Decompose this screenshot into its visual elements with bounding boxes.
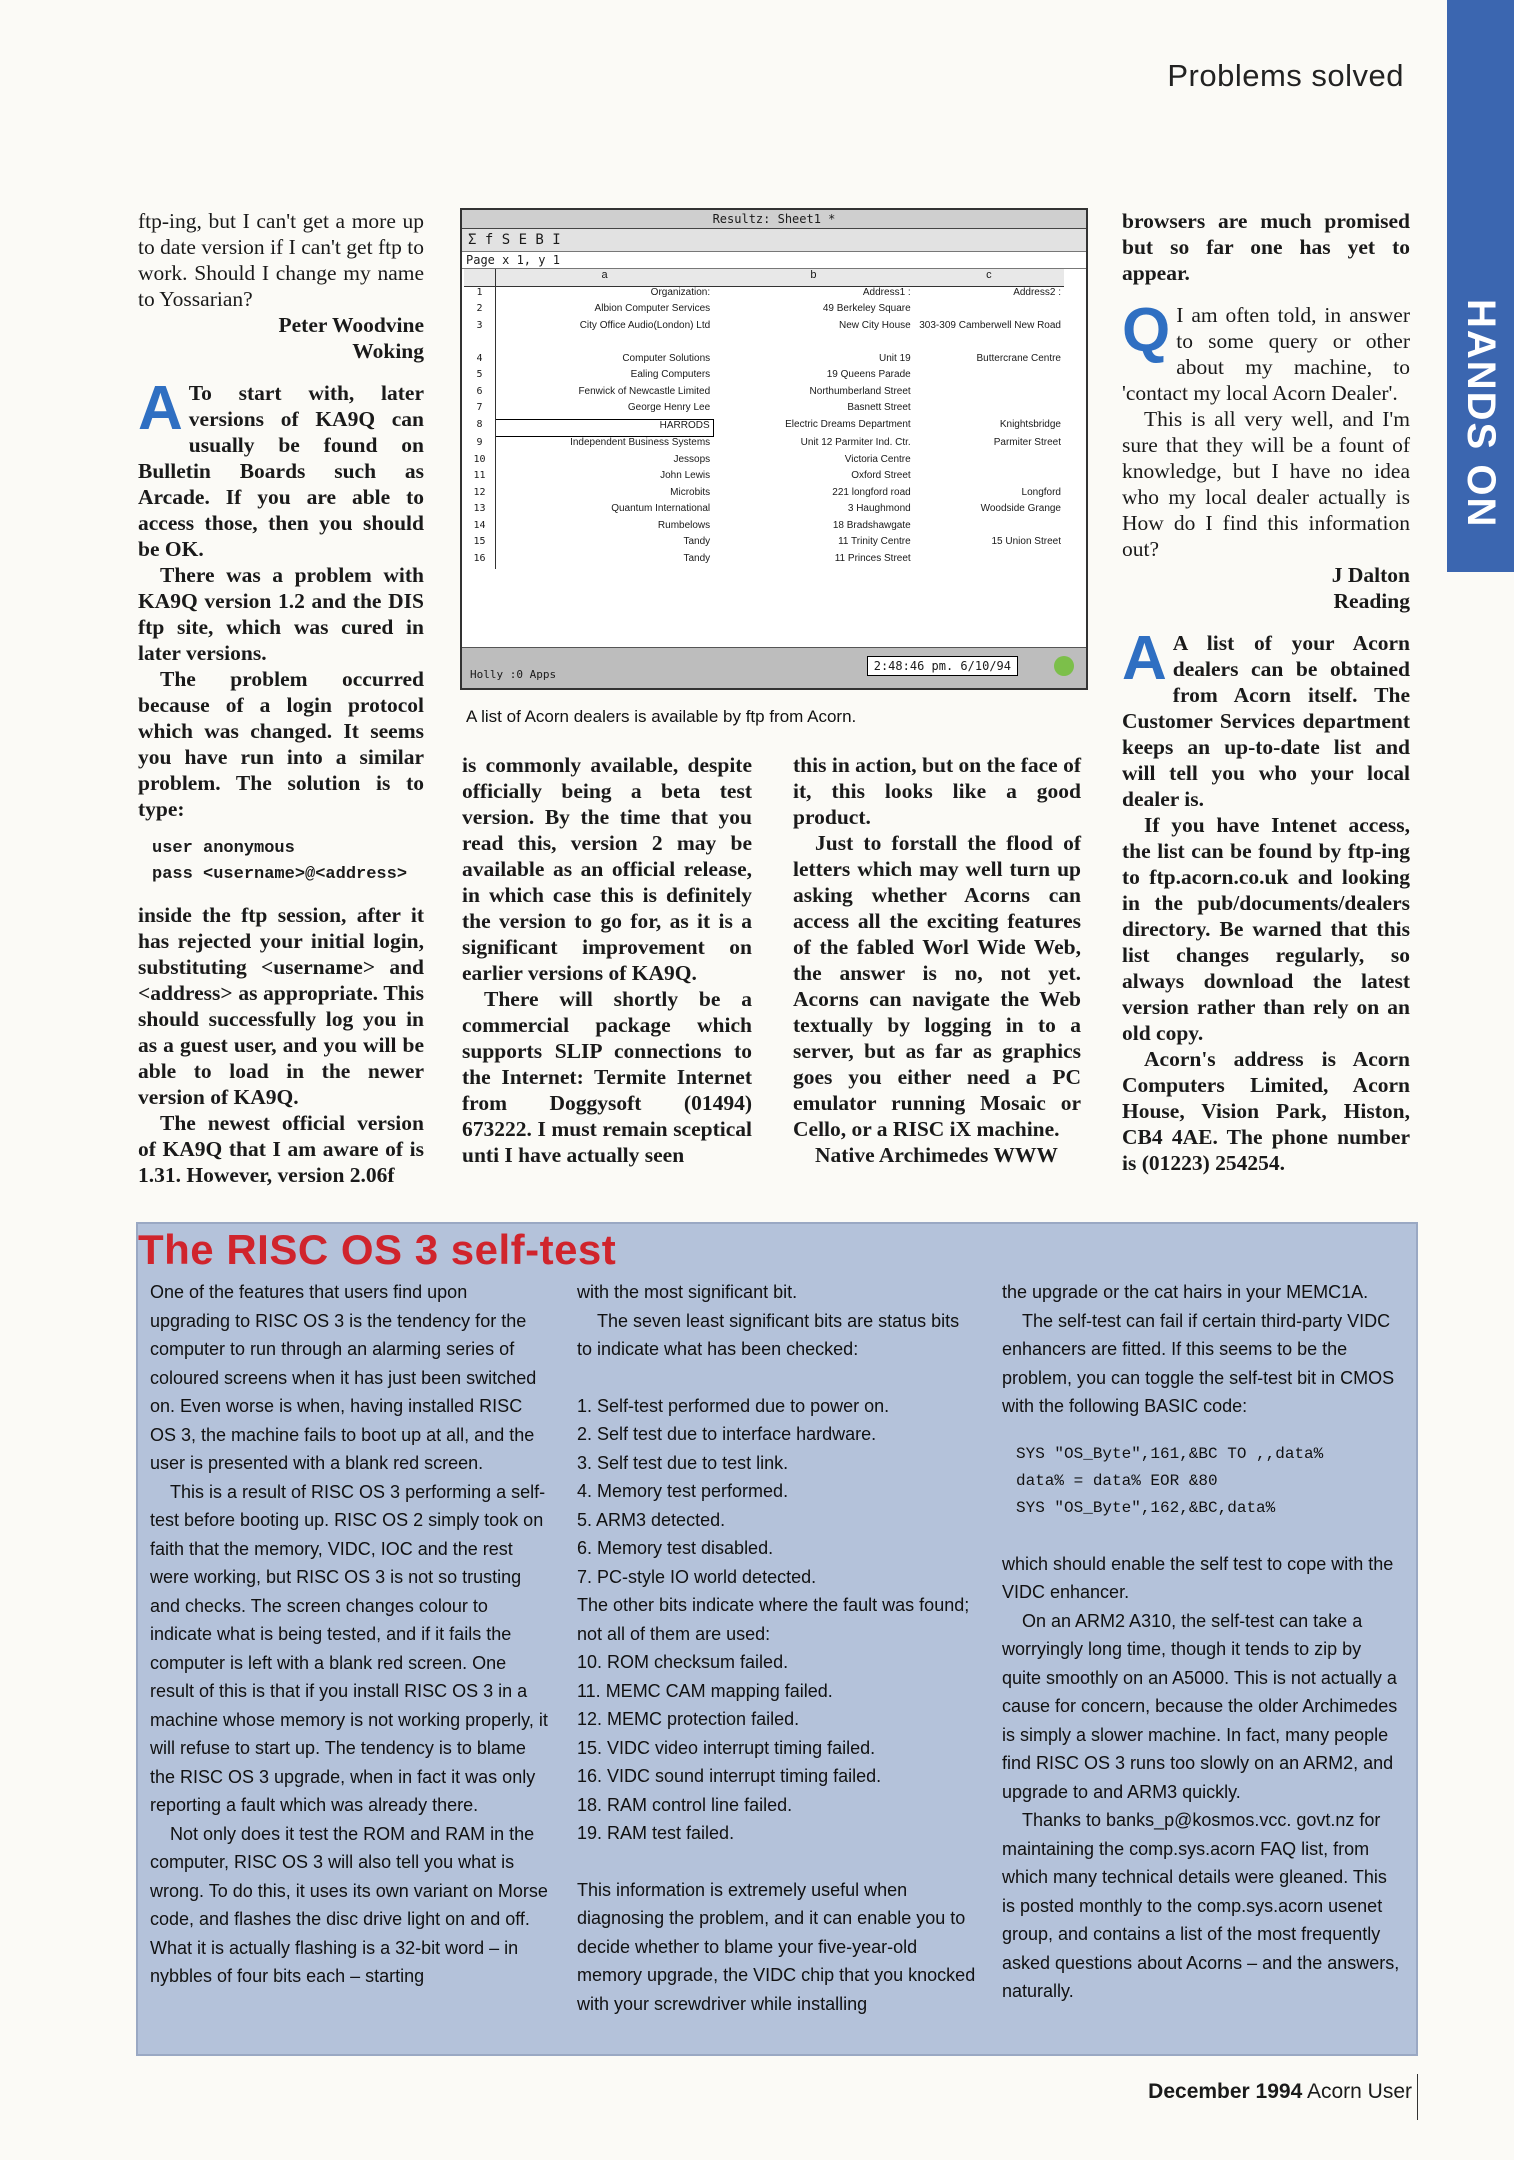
list-item: 3. Self test due to test link. [577, 1452, 789, 1473]
letter-text: I am often told, in answer to some query or other about my machine, to 'contact my local Acorn Dealer'. [1122, 303, 1410, 405]
acorn-icon [1054, 656, 1074, 676]
list-item: 6. Memory test disabled. [577, 1538, 774, 1558]
status-bit-list [577, 1392, 977, 1592]
boxout-paragraph: which should enable the self test to cope with the VIDC enhancer. [1002, 1553, 1394, 1602]
boxout-paragraph: This information is extremely useful when diagnosing the problem, and it can enable you to decide whether to blame your five-year-old memory upgrade, the VIDC chip that you knocked with your screwdriver while installing [577, 1879, 976, 2014]
icon-bar [462, 647, 1086, 688]
boxout-paragraph: Not only does it test the ROM and RAM in the computer, RISC OS 3 will also tell you what is wrong. To do this, it uses its own variant on Morse code, and flashes the disc drive light on and off. What it is actually flashing is a 32-bit word – in nybbles of four bits each – starting [150, 1823, 548, 1986]
list-item: 4. Memory test performed. [577, 1481, 789, 1501]
answer-paragraph: There will shortly be a commercial package which supports SLIP connections to the Internet: Termite Internet from Doggysoft (01494) 673222. I must remain sceptical unti I have actually seen [462, 987, 752, 1167]
table-row: 16 Tandy 11 Princes Street [464, 553, 1064, 570]
table-row: 1 Organization: Address1 : Address2 : [464, 286, 1064, 303]
answer-paragraph: To start with, later versions of KA9Q can usually be found on Bulletin Boards such as Arcade. If you are able to access those, then you should be OK. [138, 381, 424, 561]
clock-readout: 2:48:46 pm. 6/10/94 [867, 656, 1018, 676]
footer-divider [1417, 2074, 1418, 2120]
boxout-column-3 [1002, 1278, 1402, 2006]
answer-paragraph: Native Archimedes WWW [815, 1143, 1058, 1167]
letter-text: ftp-ing, but I can't get a more up to date version if I can't get ftp to work. Should I change my name to Yossarian? [138, 209, 424, 311]
basic-code: SYS "OS_Byte",161,&BC TO ,,data% data% = data% EOR &80 SYS "OS_Byte",162,&BC,data% [1016, 1444, 1324, 1517]
letter-signature-name: J Dalton [1331, 563, 1410, 587]
list-item: 5. ARM3 detected. [577, 1509, 726, 1530]
ftp-login-code: user anonymous pass <username>@<address> [152, 839, 408, 884]
letter-text: This is all very well, and I'm sure that they will be a fount of knowledge, but I have no idea who my local dealer actually is How do I find this information out? [1122, 407, 1410, 561]
column-header: c [914, 269, 1064, 286]
list-item: 11. MEMC CAM mapping failed. [577, 1680, 833, 1701]
spreadsheet-screenshot [460, 208, 1088, 690]
answer-paragraph: Just to forstall the flood of letters which may well turn up asking whether Acorns can access all the exciting features of the fabled Worl Wide Web, the answer is no, not yet. Acorns can navigate the Web textually by logging in to a server, but as far as graphics goes you either need a PC emulator running Mosaic or Cello, or a RISC iX machine. [793, 831, 1081, 1141]
list-item: 1. Self-test performed due to power on. [577, 1395, 890, 1416]
boxout-paragraph: the upgrade or the cat hairs in your MEMC1A. [1002, 1282, 1369, 1302]
table-row: 7 George Henry Lee Basnett Street [464, 402, 1064, 419]
letter-signature-name: Peter Woodvine [278, 313, 424, 337]
table-row: 3 City Office Audio(London) Ltd New City House 303-309 Camberwell New Road [464, 320, 1064, 353]
table-row: 5 Ealing Computers 19 Queens Parade [464, 369, 1064, 386]
article-column-4 [1122, 208, 1410, 1176]
table-row: 9 Independent Business Systems Unit 12 Parmiter Ind. Ctr. Parmiter Street [464, 437, 1064, 454]
answer-paragraph: The problem occurred because of a login protocol which was changed. It seems you have run into a similar problem. The solution is to type: [138, 667, 424, 821]
table-row: 10 Jessops Victoria Centre [464, 454, 1064, 471]
self-test-boxout [136, 1222, 1418, 2056]
iconbar-labels: Holly :0 Apps [470, 668, 557, 681]
column-header: b [713, 269, 914, 286]
letter-signature-place: Woking [352, 339, 424, 363]
boxout-paragraph: The other bits indicate where the fault was found; not all of them are used: [577, 1595, 970, 1644]
answer-paragraph: If you have Intenet access, the list can be found by ftp-ing to ftp.acorn.co.uk and looking in the pub/documents/dealers directory. Be warned that this list changes regularly, so always download the latest version rather than rely on an old copy. [1122, 813, 1410, 1045]
boxout-paragraph: with the most significant bit. [577, 1282, 798, 1302]
answer-paragraph: Acorn's address is Acorn Computers Limited, Acorn House, Vision Park, Histon, CB4 4AE. The phone number is (01223) 254254. [1122, 1047, 1410, 1175]
question-dropcap: Q [1122, 296, 1171, 365]
page-footer [1148, 2080, 1412, 2104]
boxout-paragraph: On an ARM2 A310, the self-test can take a worryingly long time, though it tends to zip by quite smoothly on an A5000. This is not actually a cause for concern, because the older Archimedes is simply a slower machine. In fact, many people find RISC OS 3 runs too slowly on an ARM2, and upgrade to and ARM3 quickly. [1002, 1610, 1398, 1802]
column-header: a [495, 269, 713, 286]
answer-paragraph: There was a problem with KA9Q version 1.2 and the DIS ftp site, which was cured in later versions. [138, 563, 424, 665]
answer-dropcap: A [138, 374, 183, 443]
boxout-paragraph: The seven least significant bits are status bits to indicate what has been checked: [577, 1310, 960, 1359]
screenshot-caption: A list of Acorn dealers is available by ftp from Acorn. [466, 707, 857, 726]
answer-paragraph: The newest official version of KA9Q that I am aware of is 1.31. However, version 2.06f [138, 1111, 424, 1187]
list-item: 16. VIDC sound interrupt timing failed. [577, 1766, 882, 1786]
hands-on-label: HANDS ON [1459, 299, 1503, 529]
table-row: 2 Albion Computer Services 49 Berkeley Square [464, 303, 1064, 320]
list-item: 2. Self test due to interface hardware. [577, 1424, 877, 1444]
article-column-3 [793, 752, 1081, 1168]
boxout-paragraph: This is a result of RISC OS 3 performing a self-test before booting up. RISC OS 2 simply took on faith that the memory, VIDC, IOC and the rest were working, but RISC OS 3 is not so trusting and checks. The screen changes colour to indicate what is being tested, and if it fails the computer is left with a blank red screen. One result of this is that if you install RISC OS 3 in a machine whose memory is not working properly, it will refuse to start up. The tendency is to blame the RISC OS 3 upgrade, when in fact it was only reporting a fault which was already there. [150, 1481, 548, 1815]
list-item: 12. MEMC protection failed. [577, 1709, 800, 1729]
section-title: Problems solved [1167, 58, 1404, 93]
list-item: 10. ROM checksum failed. [577, 1652, 789, 1672]
table-row: 11 John Lewis Oxford Street [464, 470, 1064, 487]
list-item: 19. RAM test failed. [577, 1823, 735, 1843]
table-row: 8 HARRODS Electric Dreams Department Knightsbridge [464, 419, 1064, 437]
answer-dropcap: A [1122, 624, 1167, 693]
article-column-1 [138, 208, 424, 1188]
boxout-column-2 [577, 1278, 977, 2018]
fault-bit-list [577, 1648, 977, 1848]
boxout-paragraph: Thanks to banks_p@kosmos.vcc. govt.nz for maintaining the comp.sys.acorn FAQ list, from which many technical details were gleaned. This is posted monthly to the comp.sys.acorn usenet group, and contains a list of the most frequently asked questions about Acorns – and the answers, naturally. [1002, 1810, 1400, 2001]
window-title-bar: Resultz: Sheet1 * [462, 210, 1086, 229]
boxout-column-1 [150, 1278, 550, 1991]
table-row: 12 Microbits 221 longford road Longford [464, 487, 1064, 504]
letter-signature-place: Reading [1333, 589, 1410, 613]
table-row: 15 Tandy 11 Trinity Centre 15 Union Street [464, 536, 1064, 553]
answer-paragraph: this in action, but on the face of it, this looks like a good product. [793, 753, 1081, 829]
table-row: 4 Computer Solutions Unit 19 Buttercrane Centre [464, 353, 1064, 370]
table-row: 13 Quantum International 3 Haughmond Woodside Grange [464, 503, 1064, 520]
dealer-table [464, 269, 1064, 569]
boxout-paragraph: The self-test can fail if certain third-party VIDC enhancers are fitted. If this seems to be the problem, you can toggle the self-test bit in CMOS with the following BASIC code: [1002, 1310, 1395, 1416]
answer-paragraph: is commonly available, despite officially being a beta test version. By the time that you read this, version 2 may be available as an official release, in which case this is definitely the version to go for, as it is a significant improvement on earlier versions of KA9Q. [462, 753, 752, 985]
hands-on-tab [1447, 0, 1514, 572]
issue-date: December 1994 [1148, 2080, 1303, 2103]
answer-paragraph: browsers are much promised but so far one has yet to appear. [1122, 209, 1410, 285]
boxout-title: The RISC OS 3 self-test [138, 1226, 617, 1273]
article-column-2 [462, 752, 752, 1168]
answer-paragraph: A list of your Acorn dealers can be obtained from Acorn itself. The Customer Services department keeps an up-to-date list and will tell you who your local dealer is. [1122, 631, 1410, 811]
magazine-name: Acorn User [1306, 2080, 1412, 2103]
list-item: 7. PC-style IO world detected. [577, 1566, 817, 1587]
boxout-paragraph: One of the features that users find upon upgrading to RISC OS 3 is the tendency for the computer to run through an alarming series of coloured screens when it has just been switched on. Even worse is when, having installed RISC OS 3, the machine fails to boot up at all, and the user is presented with a blank red screen. [150, 1282, 537, 1473]
cell-position: Page x 1, y 1 [462, 252, 1086, 269]
list-item: 18. RAM control line failed. [577, 1794, 793, 1815]
table-row: 14 Rumbelows 18 Bradshawgate [464, 520, 1064, 537]
table-row: 6 Fenwick of Newcastle Limited Northumberland Street [464, 386, 1064, 403]
answer-paragraph: inside the ftp session, after it has rejected your initial login, substituting <username> and <address> as appropriate. This should successfully log you in as a guest user, and you will be able to load in the newer version of KA9Q. [138, 903, 424, 1109]
column-header-row [464, 269, 1064, 286]
spreadsheet-toolbar: Σ f S E B I [462, 229, 1086, 252]
list-item: 15. VIDC video interrupt timing failed. [577, 1737, 876, 1758]
